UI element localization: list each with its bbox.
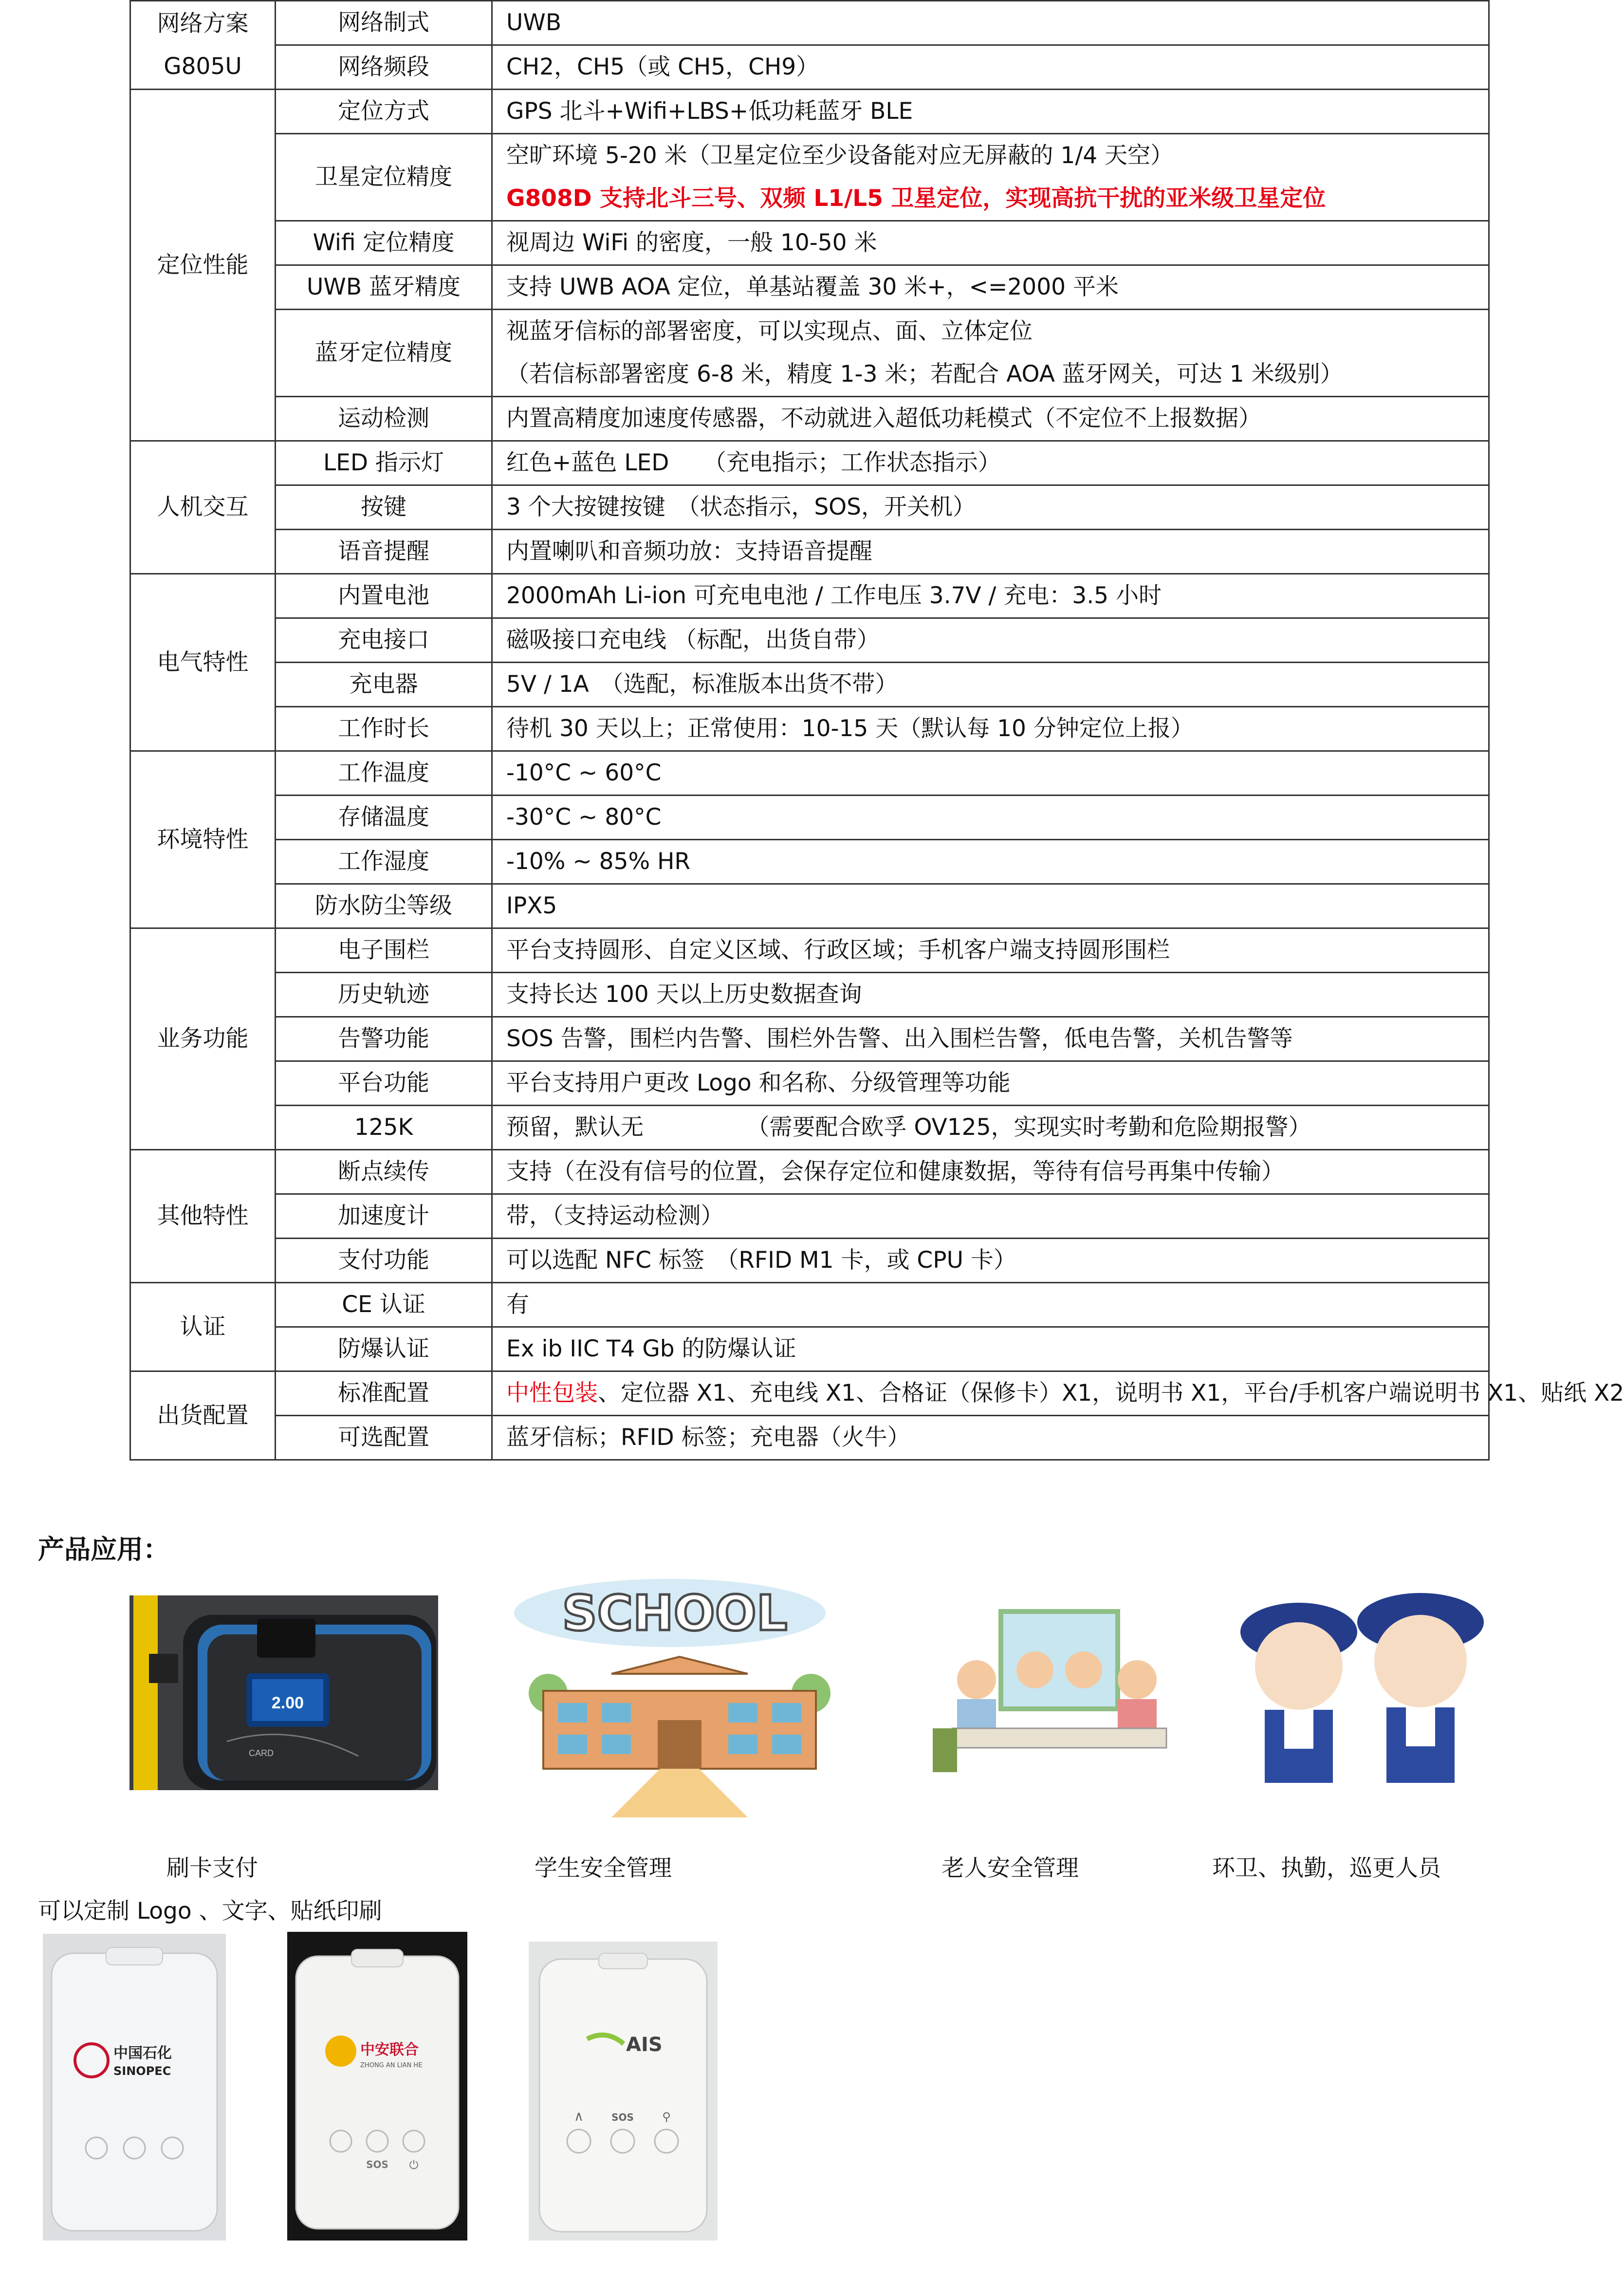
spec-row	[130, 441, 1489, 485]
spec-item: 电子围栏	[276, 928, 492, 973]
spec-item: 工作湿度	[276, 840, 492, 884]
logo-zhongan-cn: 中安联合	[360, 2041, 419, 2058]
spec-row	[130, 840, 1489, 884]
card-label: CARD	[249, 1748, 274, 1758]
device-photo-ais	[529, 1942, 718, 2240]
customization-caption: 可以定制 Logo 、文字、贴纸印刷	[38, 1898, 382, 1925]
spec-row	[130, 45, 1489, 90]
spec-value: 支持（在没有信号的位置，会保存定位和健康数据，等待有信号再集中传输）	[492, 1150, 1489, 1194]
spec-row	[130, 707, 1489, 751]
spec-value: -10% ~ 85% HR	[492, 840, 1489, 884]
spec-group-name: 环境特性	[130, 751, 276, 928]
logo-zhongan-en: ZHONG AN LIAN HE	[360, 2062, 423, 2069]
spec-value: 预留，默认无 （需要配合欧孚 OV125，实现实时考勤和危险期报警）	[492, 1106, 1489, 1150]
spec-item: 运动检测	[276, 397, 492, 441]
spec-value: 有	[492, 1283, 1489, 1327]
spec-group-name: 业务功能	[130, 928, 276, 1150]
spec-value: 内置高精度加速度传感器，不动就进入超低功耗模式（不定位不上报数据）	[492, 397, 1489, 441]
signal-icon: ⚲	[662, 2110, 671, 2124]
spec-item: 充电接口	[276, 618, 492, 663]
spec-item: LED 指示灯	[276, 441, 492, 485]
spec-value: 平台支持圆形、自定义区域、行政区域；手机客户端支持圆形围栏	[492, 928, 1489, 973]
spec-item: 工作温度	[276, 751, 492, 796]
spec-item: 内置电池	[276, 574, 492, 618]
spec-value: SOS 告警，围栏内告警、围栏外告警、出入围栏告警，低电告警，关机告警等	[492, 1017, 1489, 1061]
spec-value: 可以选配 NFC 标签 （RFID M1 卡，或 CPU 卡）	[492, 1239, 1489, 1283]
spec-row	[130, 618, 1489, 663]
spec-row	[130, 928, 1489, 973]
spec-item: 平台功能	[276, 1061, 492, 1106]
spec-value: UWB	[492, 1, 1489, 45]
spec-value: 中性包装、定位器 X1、充电线 X1、合格证（保修卡）X1，说明书 X1，平台/手机客户端说明书 X1、贴纸 X2	[492, 1371, 1489, 1416]
spec-item: CE 认证	[276, 1283, 492, 1327]
spec-row	[130, 265, 1489, 310]
spec-value: 视周边 WiFi 的密度，一般 10-50 米	[492, 221, 1489, 265]
school-image	[514, 1574, 845, 1817]
spec-group-name: 网络方案 G805U	[130, 1, 276, 90]
card-payment-image	[129, 1595, 438, 1790]
spec-value: -30°C ~ 80°C	[492, 796, 1489, 840]
caption-card-payment: 刷卡支付	[166, 1855, 258, 1882]
spec-group-name: 人机交互	[130, 441, 276, 574]
device-photo-zhongan	[287, 1932, 467, 2240]
card-screen-value: 2.00	[271, 1694, 304, 1712]
spec-item: UWB 蓝牙精度	[276, 265, 492, 310]
spec-row	[130, 1017, 1489, 1061]
spec-row	[130, 884, 1489, 928]
spec-item: 网络频段	[276, 45, 492, 90]
spec-item: 防爆认证	[276, 1327, 492, 1371]
spec-item: 定位方式	[276, 90, 492, 134]
school-sign-text: SCHOOL	[562, 1585, 788, 1642]
spec-item: 加速度计	[276, 1194, 492, 1239]
spec-row	[130, 1, 1489, 45]
spec-row	[130, 134, 1489, 221]
spec-row	[130, 663, 1489, 707]
spec-value: 5V / 1A （选配，标准版本出货不带）	[492, 663, 1489, 707]
spec-row	[130, 530, 1489, 574]
spec-value: -10°C ~ 60°C	[492, 751, 1489, 796]
spec-item: 防水防尘等级	[276, 884, 492, 928]
logo-sinopec-en: SINOPEC	[113, 2064, 171, 2078]
spec-row	[130, 574, 1489, 618]
spec-value: 内置喇叭和音频功放：支持语音提醒	[492, 530, 1489, 574]
spec-value: 视蓝牙信标的部署密度，可以实现点、面、立体定位 （若信标部署密度 6-8 米，精度 1-3 米；若配合 AOA 蓝牙网关，可达 1 米级别）	[492, 310, 1489, 397]
spec-group-name: 出货配置	[130, 1371, 276, 1460]
spec-row	[130, 1150, 1489, 1194]
spec-value: 磁吸接口充电线 （标配，出货自带）	[492, 618, 1489, 663]
spec-row	[130, 973, 1489, 1017]
spec-item: 存储温度	[276, 796, 492, 840]
power-icon: ⏻	[409, 2158, 419, 2172]
spec-item: 按键	[276, 485, 492, 530]
spec-item: 支付功能	[276, 1239, 492, 1283]
spec-value: 空旷环境 5-20 米（卫星定位至少设备能对应无屏蔽的 1/4 天空） G808D 支持北斗三号、双频 L1/L5 卫星定位，实现高抗干扰的亚米级卫星定位	[492, 134, 1489, 221]
logo-sinopec-cn: 中国石化	[113, 2045, 172, 2062]
spec-group-name: 定位性能	[130, 90, 276, 441]
spec-group-name: 电气特性	[130, 574, 276, 751]
spec-group-name: 其他特性	[130, 1150, 276, 1283]
spec-value: 支持长达 100 天以上历史数据查询	[492, 973, 1489, 1017]
spec-value: GPS 北斗+Wifi+LBS+低功耗蓝牙 BLE	[492, 90, 1489, 134]
sos-label: SOS	[366, 2159, 388, 2170]
spec-row	[130, 90, 1489, 134]
spec-row	[130, 1061, 1489, 1106]
spec-value: IPX5	[492, 884, 1489, 928]
applications-heading: 产品应用：	[38, 1534, 169, 1565]
up-arrow-icon: ∧	[573, 2108, 584, 2124]
spec-row	[130, 1106, 1489, 1150]
police-image	[1226, 1593, 1498, 1788]
spec-value: 支持 UWB AOA 定位，单基站覆盖 30 米+，<=2000 平米	[492, 265, 1489, 310]
spec-item: 可选配置	[276, 1416, 492, 1460]
spec-item: 网络制式	[276, 1, 492, 45]
spec-row	[130, 751, 1489, 796]
sos-label: SOS	[611, 2111, 634, 2123]
spec-value: 3 个大按键按键 （状态指示，SOS，开关机）	[492, 485, 1489, 530]
spec-value: CH2，CH5（或 CH5，CH9）	[492, 45, 1489, 90]
spec-row	[130, 1283, 1489, 1327]
spec-value: 平台支持用户更改 Logo 和名称、分级管理等功能	[492, 1061, 1489, 1106]
spec-row	[130, 1239, 1489, 1283]
spec-row	[130, 485, 1489, 530]
spec-item: 125K	[276, 1106, 492, 1150]
spec-value: Ex ib IIC T4 Gb 的防爆认证	[492, 1327, 1489, 1371]
spec-value: 待机 30 天以上；正常使用：10-15 天（默认每 10 分钟定位上报）	[492, 707, 1489, 751]
spec-item: 断点续传	[276, 1150, 492, 1194]
spec-row	[130, 221, 1489, 265]
spec-item: Wifi 定位精度	[276, 221, 492, 265]
spec-value: 带，（支持运动检测）	[492, 1194, 1489, 1239]
spec-row	[130, 1194, 1489, 1239]
caption-patrol-staff: 环卫、执勤，巡更人员	[1212, 1855, 1441, 1882]
spec-item: 卫星定位精度	[276, 134, 492, 221]
spec-value: 蓝牙信标；RFID 标签；充电器（火牛）	[492, 1416, 1489, 1460]
spec-row	[130, 1416, 1489, 1460]
caption-student-safety: 学生安全管理	[535, 1855, 672, 1882]
spec-row	[130, 310, 1489, 397]
spec-row	[130, 1327, 1489, 1371]
elderly-image	[923, 1607, 1196, 1772]
spec-row	[130, 397, 1489, 441]
spec-value: 红色+蓝色 LED （充电指示；工作状态指示）	[492, 441, 1489, 485]
device-photo-sinopec	[43, 1934, 226, 2240]
spec-value: 2000mAh Li-ion 可充电电池 / 工作电压 3.7V / 充电：3.5 小时	[492, 574, 1489, 618]
spec-group-name: 认证	[130, 1283, 276, 1371]
spec-item: 蓝牙定位精度	[276, 310, 492, 397]
spec-item: 告警功能	[276, 1017, 492, 1061]
spec-item: 充电器	[276, 663, 492, 707]
logo-ais: AIS	[626, 2034, 663, 2056]
spec-item: 语音提醒	[276, 530, 492, 574]
spec-item: 工作时长	[276, 707, 492, 751]
spec-row	[130, 796, 1489, 840]
spec-row	[130, 1371, 1489, 1416]
spec-item: 标准配置	[276, 1371, 492, 1416]
caption-elderly-safety: 老人安全管理	[941, 1855, 1079, 1882]
spec-table	[129, 0, 1624, 1461]
spec-item: 历史轨迹	[276, 973, 492, 1017]
